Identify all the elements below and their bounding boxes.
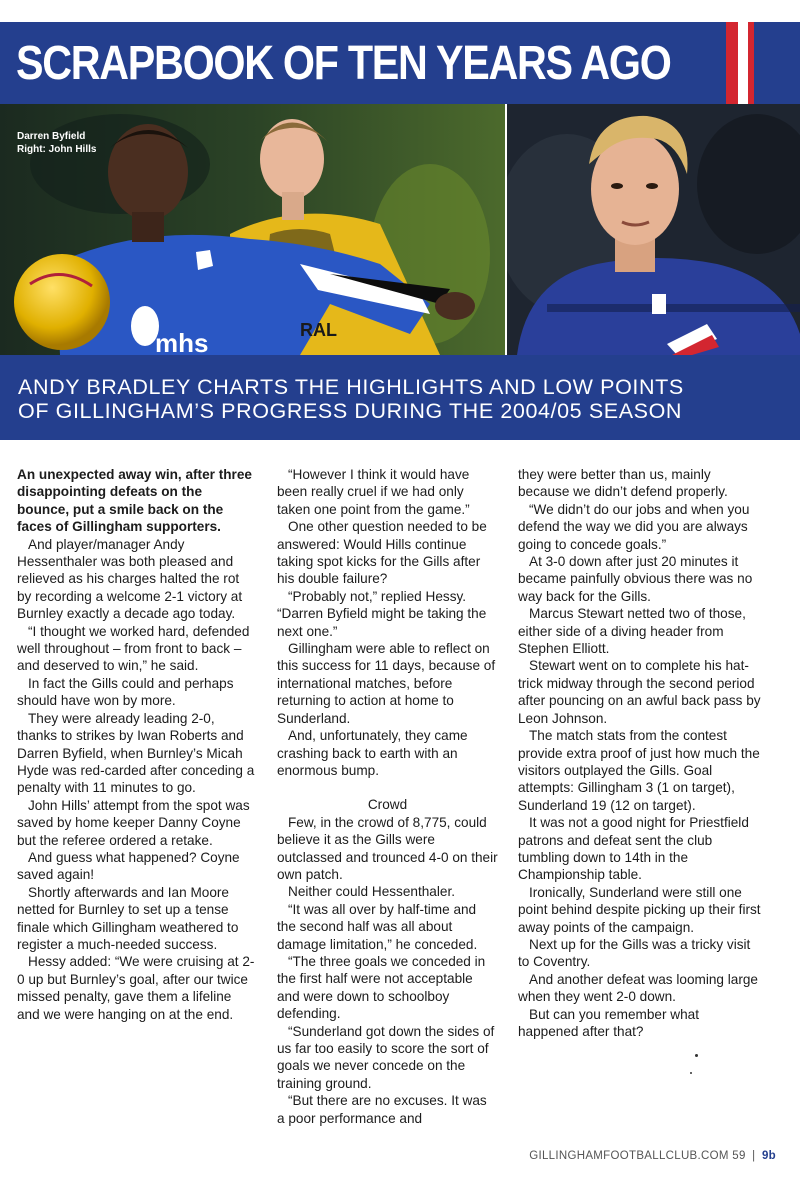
article-paragraph: Gillingham were able to reflect on this success for 11 days, because of international matches, before returning to action at home to Sunderland. <box>277 641 496 726</box>
article-column-3 <box>518 466 762 1040</box>
shirt-sponsor-text-2: RAL <box>300 320 337 340</box>
flag-stripe-red-2 <box>748 22 754 104</box>
article-paragraph: And guess what happened? Coyne saved again! <box>17 849 240 883</box>
article-paragraph: “I thought we worked hard, defended well throughout – from front to back – and deserved to win,” he said. <box>17 623 250 674</box>
article-column-1 <box>17 466 257 1023</box>
photo-strip <box>0 104 800 355</box>
article-paragraph: They were already leading 2-0, thanks to strikes by Iwan Roberts and Darren Byfield, when Burnley’s Micah Hyde was red-carded after conceding a penalty with 11 minutes to go. <box>17 710 255 796</box>
article-paragraph: they were better than us, mainly because we didn’t defend properly. <box>518 467 728 500</box>
article-paragraph: “We didn’t do our jobs and when you defend the way we did you are always going to concede goals.” <box>518 501 750 552</box>
standfirst-banner <box>0 355 800 440</box>
flag-stripe-white <box>738 22 748 104</box>
article-paragraph: At 3-0 down after just 20 minutes it became painfully obvious there was no way back for the Gills. <box>518 554 753 604</box>
photo-caption-line-2: Right: John Hills <box>17 144 97 155</box>
article-lead-paragraph: An unexpected away win, after three disappointing defeats on the bounce, put a smile back on the faces of Gillingham supporters. <box>17 467 252 535</box>
article-paragraph: Few, in the crowd of 8,775, could believe it as the Gills were outclassed and trounced 4-0 on their own patch. <box>277 814 498 882</box>
standfirst-line-1: ANDY BRADLEY CHARTS THE HIGHLIGHTS AND LOW POINTS <box>18 375 684 399</box>
page-footer <box>529 1150 776 1162</box>
photo-darren-byfield <box>0 104 505 355</box>
flag-stripe-red <box>726 22 738 104</box>
article-paragraph: “However I think it would have been really cruel if we had only taken one point from the game.” <box>277 467 470 517</box>
title-bar <box>0 22 800 104</box>
scan-speck <box>690 1072 692 1074</box>
scan-speck <box>695 1054 698 1057</box>
article-paragraph: John Hills’ attempt from the spot was saved by home keeper Danny Coyne but the referee ordered a retake. <box>17 797 250 848</box>
article-paragraph: In fact the Gills could and perhaps should have won by more. <box>17 675 234 709</box>
photo-illustration-right <box>507 104 800 355</box>
footer-page-number: 59 <box>732 1150 746 1162</box>
shirt-sponsor-text: mhs <box>155 328 209 355</box>
standfirst-line-2: OF GILLINGHAM’S PROGRESS DURING THE 2004/05 SEASON <box>18 399 683 423</box>
article-paragraph: “The three goals we conceded in the first half were not acceptable and were down to schoolboy defending. <box>277 953 486 1022</box>
article-paragraph: “But there are no excuses. It was a poor performance and <box>277 1093 487 1126</box>
article-paragraph: And, unfortunately, they came crashing back to earth with an enormous bump. <box>277 728 468 778</box>
photo-john-hills <box>507 104 800 355</box>
article-paragraph: Ironically, Sunderland were still one point behind despite picking up their first away points of the campaign. <box>518 884 761 935</box>
article-subheading: Crowd <box>367 797 408 813</box>
article-paragraph: Stewart went on to complete his hat-trick midway through the second period after pouncing on an awful back pass by Leon Johnson. <box>518 658 761 726</box>
article-paragraph: Neither could Hessenthaler. <box>288 884 455 900</box>
article-paragraph: But can you remember what happened after that? <box>518 1006 700 1039</box>
article-paragraph: “Probably not,” replied Hessy. “Darren Byfield might be taking the next one.” <box>277 588 487 639</box>
article-paragraph: Shortly afterwards and Ian Moore netted for Burnley to set up a tense finale which Gillingham weathered to register a much-needed success. <box>17 884 239 952</box>
article-paragraph: One other question needed to be answered: Would Hills continue taking spot kicks for the Gills after his double failure? <box>277 519 487 587</box>
article-paragraph: And player/manager Andy Hessenthaler was both pleased and relieved as his charges halted the rot by recording a welcome 2-1 victory at Burnley exactly a decade ago today. <box>17 536 243 622</box>
footer-separator: | <box>752 1150 756 1162</box>
article-paragraph: “Sunderland got down the sides of us far too easily to score the sort of goals we never concede on the training ground. <box>277 1023 495 1091</box>
photo-caption-line-1: Darren Byfield <box>17 131 86 142</box>
article-paragraph: Hessy added: “We were cruising at 2-0 up but Burnley’s goal, after our twice missed penalty, gave them a lifeline and we were hanging on at the end. <box>17 954 255 1022</box>
article-paragraph: “It was all over by half-time and the second half was all about damage limitation,” he conceded. <box>277 901 478 952</box>
footer-site-url: GILLINGHAMFOOTBALLCLUB.COM <box>529 1150 729 1162</box>
footer-logo-icon: 9b <box>761 1150 776 1162</box>
page-title: SCRAPBOOK OF TEN YEARS AGO <box>16 37 671 90</box>
standfirst <box>18 375 788 423</box>
article-paragraph: The match stats from the contest provide extra proof of just how much the visitors outplayed the Gills. Goal attempts: Gillingham 3 (1 on target), Sunderland 19 (12 on target). <box>518 728 760 813</box>
article-column-2 <box>277 466 498 1127</box>
photo-caption <box>17 130 96 156</box>
article-paragraph: Next up for the Gills was a tricky visit to Coventry. <box>518 936 751 970</box>
article-paragraph: Marcus Stewart netted two of those, either side of a diving header from Stephen Elliott. <box>518 606 746 657</box>
article-paragraph: And another defeat was looming large when they went 2-0 down. <box>518 971 758 1005</box>
article-paragraph: It was not a good night for Priestfield patrons and defeat sent the club tumbling down to 14th in the Championship table. <box>518 815 749 883</box>
